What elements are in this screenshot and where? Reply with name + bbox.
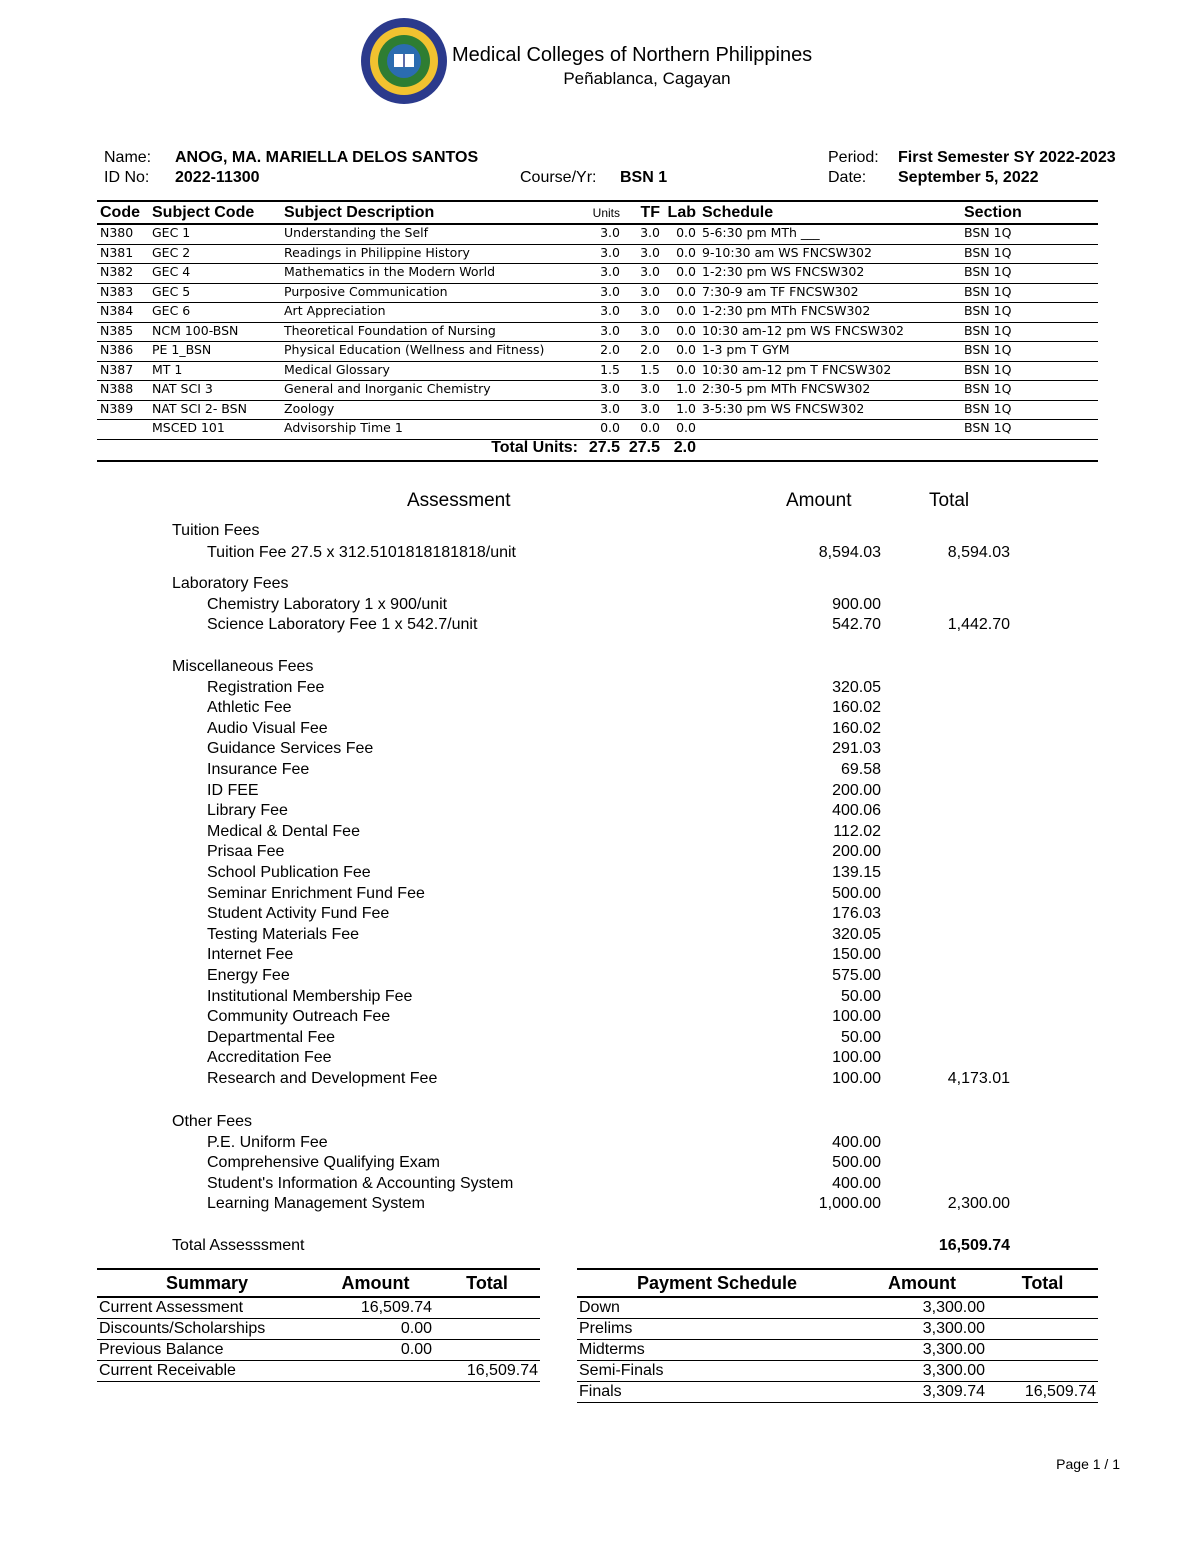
id-label: ID No: — [104, 169, 150, 186]
fee-name: Community Outreach Fee — [207, 1008, 391, 1026]
payment-row-amount: 3,300.00 — [857, 1361, 987, 1382]
subject-tf: 1.5 — [623, 361, 663, 381]
summary-row-amount: 0.00 — [317, 1319, 434, 1340]
summary-row — [97, 1319, 540, 1340]
subject-subject-code: GEC 4 — [149, 264, 281, 284]
subject-code: N384 — [97, 303, 149, 323]
school-location: Peñablanca, Cagayan — [563, 69, 731, 88]
fee-amount: 575.00 — [832, 967, 881, 984]
total-heading: Total — [929, 490, 970, 511]
other-fees-total: 2,300.00 — [947, 1195, 1010, 1213]
subject-schedule: 2:30-5 pm MTh FNCSW302 — [699, 381, 961, 401]
page-number: Page 1 / 1 — [1056, 1456, 1120, 1472]
payment-col-amount: Amount — [888, 1272, 956, 1293]
subjects-total-row — [97, 439, 1098, 461]
subject-lab: 0.0 — [663, 264, 699, 284]
subject-subject-code: NAT SCI 3 — [149, 381, 281, 401]
subject-tf: 3.0 — [623, 400, 663, 420]
fee-amount: 112.02 — [833, 822, 881, 840]
subject-lab: 0.0 — [663, 361, 699, 381]
summary-header-row — [97, 1269, 540, 1297]
fee-name: Chemistry Laboratory 1 x 900/unit — [207, 595, 448, 613]
summary-table — [97, 1268, 540, 1382]
subject-tf: 2.0 — [623, 342, 663, 362]
fee-name: Tuition Fee 27.5 x 312.5101818181818/unit — [207, 543, 516, 561]
subject-units: 2.0 — [581, 342, 623, 362]
fee-amount: 160.02 — [832, 699, 881, 717]
total-lab: 2.0 — [663, 439, 699, 461]
fee-amount: 400.00 — [832, 1133, 881, 1151]
payment-row-total — [987, 1319, 1098, 1340]
fee-amount: 100.00 — [832, 1008, 881, 1026]
subject-tf: 3.0 — [623, 264, 663, 284]
fee-name: Athletic Fee — [207, 699, 292, 717]
total-assessment-label: Total Assesssment — [172, 1237, 305, 1254]
col-subject-description: Subject Description — [284, 203, 435, 221]
fee-name: Medical & Dental Fee — [207, 822, 360, 840]
total-units: 27.5 — [581, 439, 623, 461]
fee-amount: 50.00 — [840, 1028, 881, 1046]
payment-row — [577, 1382, 1098, 1403]
payment-row-label: Prelims — [577, 1319, 857, 1340]
summary-row — [97, 1297, 540, 1319]
summary-row-amount: 0.00 — [317, 1340, 434, 1361]
subjects-header-row — [97, 201, 1098, 224]
other-fees-label: Other Fees — [172, 1113, 253, 1130]
summary-row-total — [434, 1297, 540, 1319]
subject-section: BSN 1Q — [961, 264, 1098, 284]
subject-section: BSN 1Q — [961, 420, 1098, 440]
subject-tf: 0.0 — [623, 420, 663, 440]
fee-name: Prisaa Fee — [207, 843, 285, 861]
summary-row-label: Current Assessment — [97, 1297, 317, 1319]
fee-name: Accreditation Fee — [207, 1049, 332, 1067]
subject-code — [97, 420, 149, 440]
fee-name: Student Activity Fund Fee — [207, 905, 390, 923]
subject-subject-code: GEC 6 — [149, 303, 281, 323]
subject-subject-description: Mathematics in the Modern World — [281, 264, 581, 284]
student-name: ANOG, MA. MARIELLA DELOS SANTOS — [175, 149, 479, 166]
subject-subject-description: Art Appreciation — [281, 303, 581, 323]
fee-name: Comprehensive Qualifying Exam — [207, 1154, 440, 1172]
fee-amount: 500.00 — [832, 1154, 881, 1172]
fee-name: Audio Visual Fee — [207, 719, 328, 737]
fee-name: Departmental Fee — [207, 1028, 336, 1046]
subject-code: N381 — [97, 244, 149, 264]
subject-schedule: 1-2:30 pm MTh FNCSW302 — [699, 303, 961, 323]
summary-row — [97, 1361, 540, 1382]
tuition-fees-total: 8,594.03 — [947, 543, 1010, 561]
payment-row-total — [987, 1340, 1098, 1361]
fee-name: P.E. Uniform Fee — [207, 1133, 328, 1151]
subject-schedule: 10:30 am-12 pm T FNCSW302 — [699, 361, 961, 381]
fee-amount: 100.00 — [832, 1049, 881, 1067]
subject-row — [97, 381, 1098, 401]
subject-subject-description: Purposive Communication — [281, 283, 581, 303]
period-label: Period: — [828, 149, 879, 166]
subject-row — [97, 342, 1098, 362]
col-lab: Lab — [667, 203, 696, 221]
payment-row-label: Midterms — [577, 1340, 857, 1361]
subject-schedule: 9-10:30 am WS FNCSW302 — [699, 244, 961, 264]
col-section: Section — [964, 203, 1022, 221]
payment-row-amount: 3,300.00 — [857, 1340, 987, 1361]
subject-schedule: 10:30 am-12 pm WS FNCSW302 — [699, 322, 961, 342]
school-seal-icon — [360, 17, 448, 105]
summary-row-label: Current Receivable — [97, 1361, 317, 1382]
subject-subject-description: Readings in Philippine History — [281, 244, 581, 264]
summary-row-amount — [317, 1361, 434, 1382]
payment-col-label: Payment Schedule — [636, 1272, 798, 1293]
subject-section: BSN 1Q — [961, 244, 1098, 264]
miscellaneous-fees-label: Miscellaneous Fees — [172, 658, 314, 675]
total-units-label: Total Units: — [281, 439, 581, 461]
subject-code: N385 — [97, 322, 149, 342]
date-value: September 5, 2022 — [898, 169, 1039, 186]
fee-name: Guidance Services Fee — [207, 740, 374, 758]
fee-amount: 8,594.03 — [818, 543, 881, 561]
subject-units: 1.5 — [581, 361, 623, 381]
subject-section: BSN 1Q — [961, 400, 1098, 420]
payment-row-label: Down — [577, 1297, 857, 1319]
subject-tf: 3.0 — [623, 322, 663, 342]
col-units: Units — [592, 205, 620, 220]
laboratory-fees-total: 1,442.70 — [947, 616, 1010, 634]
payment-row-amount: 3,309.74 — [857, 1382, 987, 1403]
fee-amount: 320.05 — [832, 925, 881, 943]
fee-name: Registration Fee — [207, 678, 325, 696]
summary-row-label: Discounts/Scholarships — [97, 1319, 317, 1340]
fee-name: Seminar Enrichment Fund Fee — [207, 884, 425, 902]
summary-row-total — [434, 1340, 540, 1361]
laboratory-fees-label: Laboratory Fees — [172, 575, 289, 592]
fee-name: Insurance Fee — [207, 761, 310, 778]
payment-row-label: Semi-Finals — [577, 1361, 857, 1382]
fee-name: Library Fee — [207, 802, 288, 820]
fee-amount: 200.00 — [832, 781, 881, 799]
subject-subject-code: MSCED 101 — [149, 420, 281, 440]
subject-lab: 0.0 — [663, 303, 699, 323]
subject-subject-description: Physical Education (Wellness and Fitness) — [281, 342, 581, 362]
payment-row-amount: 3,300.00 — [857, 1319, 987, 1340]
subject-units: 3.0 — [581, 224, 623, 244]
subject-units: 3.0 — [581, 244, 623, 264]
subject-tf: 3.0 — [623, 224, 663, 244]
subject-schedule: 1-2:30 pm WS FNCSW302 — [699, 264, 961, 284]
col-subject-code: Subject Code — [152, 203, 255, 221]
fee-amount: 100.00 — [832, 1070, 881, 1087]
summary-col-label: Summary — [165, 1272, 249, 1293]
tuition-fees-label: Tuition Fees — [172, 522, 260, 539]
school-name: Medical Colleges of Northern Philippines — [452, 44, 813, 66]
fee-amount: 400.06 — [832, 802, 881, 820]
subject-tf: 3.0 — [623, 283, 663, 303]
subject-section: BSN 1Q — [961, 381, 1098, 401]
total-tf: 27.5 — [623, 439, 663, 461]
fee-name: School Publication Fee — [207, 864, 371, 881]
subject-units: 3.0 — [581, 283, 623, 303]
subject-schedule: 5-6:30 pm MTh ___ — [699, 224, 961, 244]
fee-amount: 139.15 — [832, 864, 881, 881]
fee-name: Testing Materials Fee — [207, 925, 360, 943]
subject-subject-code: GEC 2 — [149, 244, 281, 264]
student-id: 2022-11300 — [175, 169, 260, 186]
fee-amount: 400.00 — [832, 1174, 881, 1192]
subject-subject-code: GEC 5 — [149, 283, 281, 303]
payment-header-row — [577, 1269, 1098, 1297]
total-assessment-value: 16,509.74 — [938, 1237, 1010, 1254]
fee-amount: 320.05 — [832, 678, 881, 696]
subject-code: N386 — [97, 342, 149, 362]
subject-subject-code: GEC 1 — [149, 224, 281, 244]
subject-tf: 3.0 — [623, 381, 663, 401]
subject-section: BSN 1Q — [961, 322, 1098, 342]
subject-units: 0.0 — [581, 420, 623, 440]
fee-amount: 150.00 — [832, 946, 881, 964]
subject-code: N389 — [97, 400, 149, 420]
course-label: Course/Yr: — [520, 169, 597, 186]
period-value: First Semester SY 2022-2023 — [898, 149, 1116, 166]
summary-row — [97, 1340, 540, 1361]
subject-row — [97, 400, 1098, 420]
subject-section: BSN 1Q — [961, 303, 1098, 323]
payment-row — [577, 1319, 1098, 1340]
subject-row — [97, 303, 1098, 323]
subject-lab: 0.0 — [663, 244, 699, 264]
subject-lab: 0.0 — [663, 342, 699, 362]
payment-row — [577, 1361, 1098, 1382]
subject-subject-description: Theoretical Foundation of Nursing — [281, 322, 581, 342]
payment-schedule-table — [577, 1268, 1098, 1403]
fee-name: Science Laboratory Fee 1 x 542.7/unit — [207, 616, 478, 634]
amount-heading: Amount — [786, 490, 852, 511]
fee-amount: 500.00 — [832, 884, 881, 902]
fee-amount: 200.00 — [832, 843, 881, 861]
subject-subject-code: NAT SCI 2- BSN — [149, 400, 281, 420]
subject-subject-code: PE 1_BSN — [149, 342, 281, 362]
subject-units: 3.0 — [581, 303, 623, 323]
fee-name: Research and Development Fee — [207, 1070, 438, 1087]
subject-subject-description: Advisorship Time 1 — [281, 420, 581, 440]
fee-amount: 900.00 — [832, 595, 881, 613]
subject-lab: 1.0 — [663, 400, 699, 420]
col-code: Code — [100, 203, 140, 221]
subject-section: BSN 1Q — [961, 361, 1098, 381]
payment-row-total — [987, 1361, 1098, 1382]
col-tf: TF — [640, 203, 660, 221]
subject-code: N388 — [97, 381, 149, 401]
subject-lab: 0.0 — [663, 283, 699, 303]
date-label: Date: — [828, 169, 867, 186]
subject-row — [97, 244, 1098, 264]
subject-section: BSN 1Q — [961, 224, 1098, 244]
subject-schedule: 3-5:30 pm WS FNCSW302 — [699, 400, 961, 420]
subject-subject-description: Medical Glossary — [281, 361, 581, 381]
summary-col-amount: Amount — [341, 1272, 410, 1293]
fee-amount: 291.03 — [832, 740, 881, 758]
fee-name: Institutional Membership Fee — [207, 987, 413, 1005]
fee-amount: 50.00 — [840, 987, 881, 1005]
subject-row — [97, 322, 1098, 342]
payment-row-label: Finals — [577, 1382, 857, 1403]
payment-row-total — [987, 1297, 1098, 1319]
subject-units: 3.0 — [581, 381, 623, 401]
subject-schedule — [699, 420, 961, 440]
fee-amount: 69.58 — [840, 761, 881, 778]
subject-row — [97, 264, 1098, 284]
subject-lab: 1.0 — [663, 381, 699, 401]
payment-row — [577, 1340, 1098, 1361]
fee-name: Student's Information & Accounting System — [207, 1174, 514, 1192]
payment-col-total: Total — [1021, 1272, 1064, 1293]
fee-name: ID FEE — [207, 781, 259, 799]
fee-amount: 176.03 — [832, 905, 881, 923]
subject-section: BSN 1Q — [961, 342, 1098, 362]
subject-lab: 0.0 — [663, 224, 699, 244]
summary-row-label: Previous Balance — [97, 1340, 317, 1361]
subject-row — [97, 224, 1098, 244]
subject-subject-code: MT 1 — [149, 361, 281, 381]
payment-row-total: 16,509.74 — [987, 1382, 1098, 1403]
payment-row — [577, 1297, 1098, 1319]
fee-amount: 1,000.00 — [818, 1195, 881, 1213]
col-schedule: Schedule — [702, 203, 774, 221]
subject-lab: 0.0 — [663, 420, 699, 440]
subject-subject-description: General and Inorganic Chemistry — [281, 381, 581, 401]
subject-units: 3.0 — [581, 264, 623, 284]
fee-amount: 542.70 — [832, 616, 881, 634]
subject-code: N382 — [97, 264, 149, 284]
subject-code: N387 — [97, 361, 149, 381]
subject-section: BSN 1Q — [961, 283, 1098, 303]
miscellaneous-fees-total: 4,173.01 — [947, 1070, 1010, 1087]
subject-schedule: 7:30-9 am TF FNCSW302 — [699, 283, 961, 303]
subject-units: 3.0 — [581, 322, 623, 342]
fee-name: Energy Fee — [207, 967, 290, 984]
assessment-heading: Assessment — [407, 490, 511, 511]
student-course: BSN 1 — [620, 169, 668, 186]
payment-row-amount: 3,300.00 — [857, 1297, 987, 1319]
subject-row — [97, 420, 1098, 440]
subject-row — [97, 283, 1098, 303]
fee-name: Learning Management System — [207, 1195, 425, 1213]
subject-code: N383 — [97, 283, 149, 303]
subject-units: 3.0 — [581, 400, 623, 420]
subject-lab: 0.0 — [663, 322, 699, 342]
subject-tf: 3.0 — [623, 303, 663, 323]
summary-row-total — [434, 1319, 540, 1340]
subject-subject-description: Zoology — [281, 400, 581, 420]
name-label: Name: — [104, 149, 152, 166]
subject-subject-description: Understanding the Self — [281, 224, 581, 244]
subject-code: N380 — [97, 224, 149, 244]
subject-subject-code: NCM 100-BSN — [149, 322, 281, 342]
summary-row-total: 16,509.74 — [434, 1361, 540, 1382]
subject-schedule: 1-3 pm T GYM — [699, 342, 961, 362]
subject-tf: 3.0 — [623, 244, 663, 264]
subjects-table — [97, 200, 1098, 462]
summary-col-total: Total — [466, 1272, 508, 1293]
summary-row-amount: 16,509.74 — [317, 1297, 434, 1319]
subject-row — [97, 361, 1098, 381]
fee-amount: 160.02 — [832, 719, 881, 737]
fee-name: Internet Fee — [207, 946, 294, 964]
